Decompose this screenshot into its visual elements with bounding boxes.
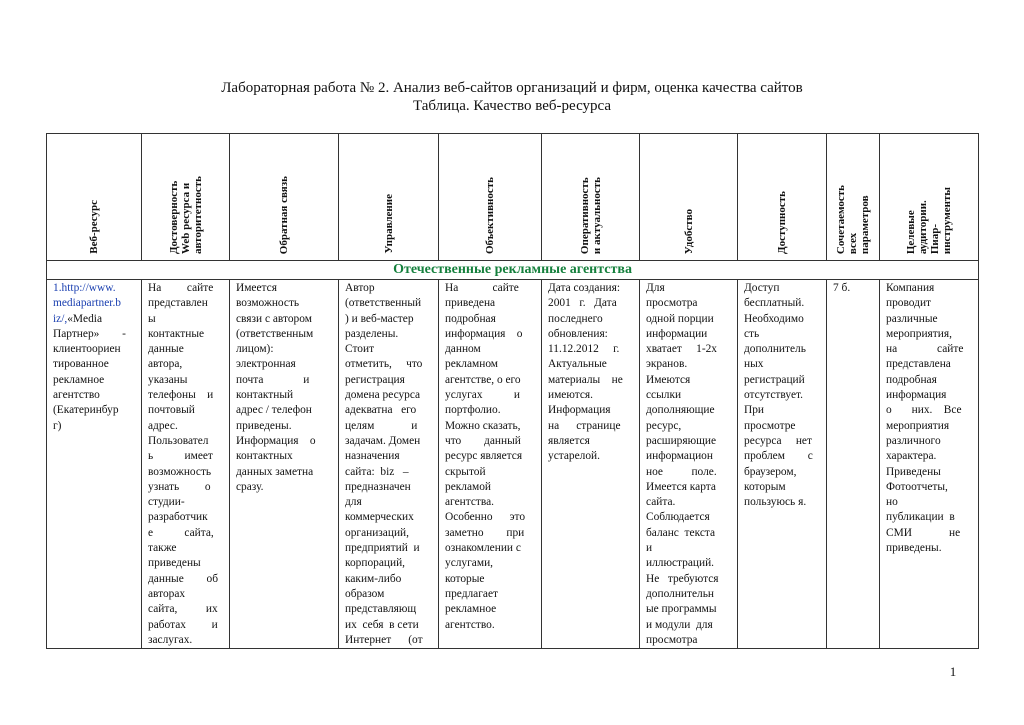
resource-link[interactable]: 1.http://www. mediapartner.b iz/, [53,282,121,325]
cell-feedback: Имеется возможность связи с автором (ответственным лицом): электронная почта и контактный адрес / телефон приведены. Информация о контактных данных заметна сразу. [230,280,339,649]
cell-convenience: Для просмотра одной порции информации хватает 1-2х экранов. Имеются ссылки дополняющие ресурс, расширяющие информацион ное поле. Имеется карта сайта. Соблюдается баланс текста и иллюстраций. Не требуются дополнительн ые программы и модули для просмотра [640,280,738,649]
title-line-2: Таблица. Качество веб-ресурса [412,98,612,114]
header-feedback: Обратная связь [230,134,339,261]
quality-table [46,133,979,649]
cell-web-resource [47,280,142,649]
cell-reliability: На сайте представлен ы контактные данные автора, указаны телефоны и почтовый адрес. Пользовател ь имеет возможность узнать о студии- разработчик е сайта, также приведены данные об авторах сайта, их работах и заслугах. [142,280,230,649]
header-accessibility: Доступность [738,134,827,261]
header-audience: Целевые аудитории. Пиар- инструменты [880,134,979,261]
document-title [0,79,1024,115]
section-title: Отечественные рекламные агентства [47,261,979,280]
table-row [47,280,979,649]
header-web-resource: Веб-ресурс [47,134,142,261]
section-row [47,261,979,280]
header-compatibility: Сочетаемость всех параметров [827,134,880,261]
cell-timeliness: Дата создания: 2001 г. Дата последнего обновления: 11.12.2012 г. Актуальные материалы не имеются. Информация на странице является устарелой. [542,280,640,649]
header-convenience: Удобство [640,134,738,261]
cell-accessibility: Доступ бесплатный. Необходимо сть дополнитель ных регистраций отсутствует. При просмотре ресурса нет проблем с браузером, которым пользуюсь я. [738,280,827,649]
header-management: Управление [339,134,439,261]
header-row [47,134,979,261]
cell-compatibility: 7 б. [827,280,880,649]
header-objectivity: Объективность [439,134,542,261]
title-line-1: Лабораторная работа № 2. Анализ веб-сайтов организаций и фирм, оценка качества сайтов [221,80,803,96]
cell-objectivity: На сайте приведена подробная информация о данном рекламном агентстве, о его услугах и портфолио. Можно сказать, что данный ресурс является скрытой рекламой агентства. Особенно это заметно при ознакомлении с услугами, которые предлагает рекламное агентство. [439,280,542,649]
header-reliability: Достоверность Web ресурса и авторитетность [142,134,230,261]
cell-audience: Компания проводит различные мероприятия, на сайте представлена подробная информация о них. Все мероприятия различного характера. Приведены Фотоотчеты, но публикации в СМИ не приведены. [880,280,979,649]
cell-management: Автор (ответственный ) и веб-мастер разделены. Стоит отметить, что регистрация домена ресурса адекватна его целям и задачам. Домен назначения сайта: biz – предназначен для коммерческих организаций, предприятий и корпораций, каким-либо образом представляющ их себя в сети Интернет (от [339,280,439,649]
header-timeliness: Оперативность и актуальность [542,134,640,261]
resource-description: «Media Партнер» - клиентоориен тированное рекламное агентство (Екатеринбур г) [53,312,126,432]
page-number: 1 [949,664,957,679]
